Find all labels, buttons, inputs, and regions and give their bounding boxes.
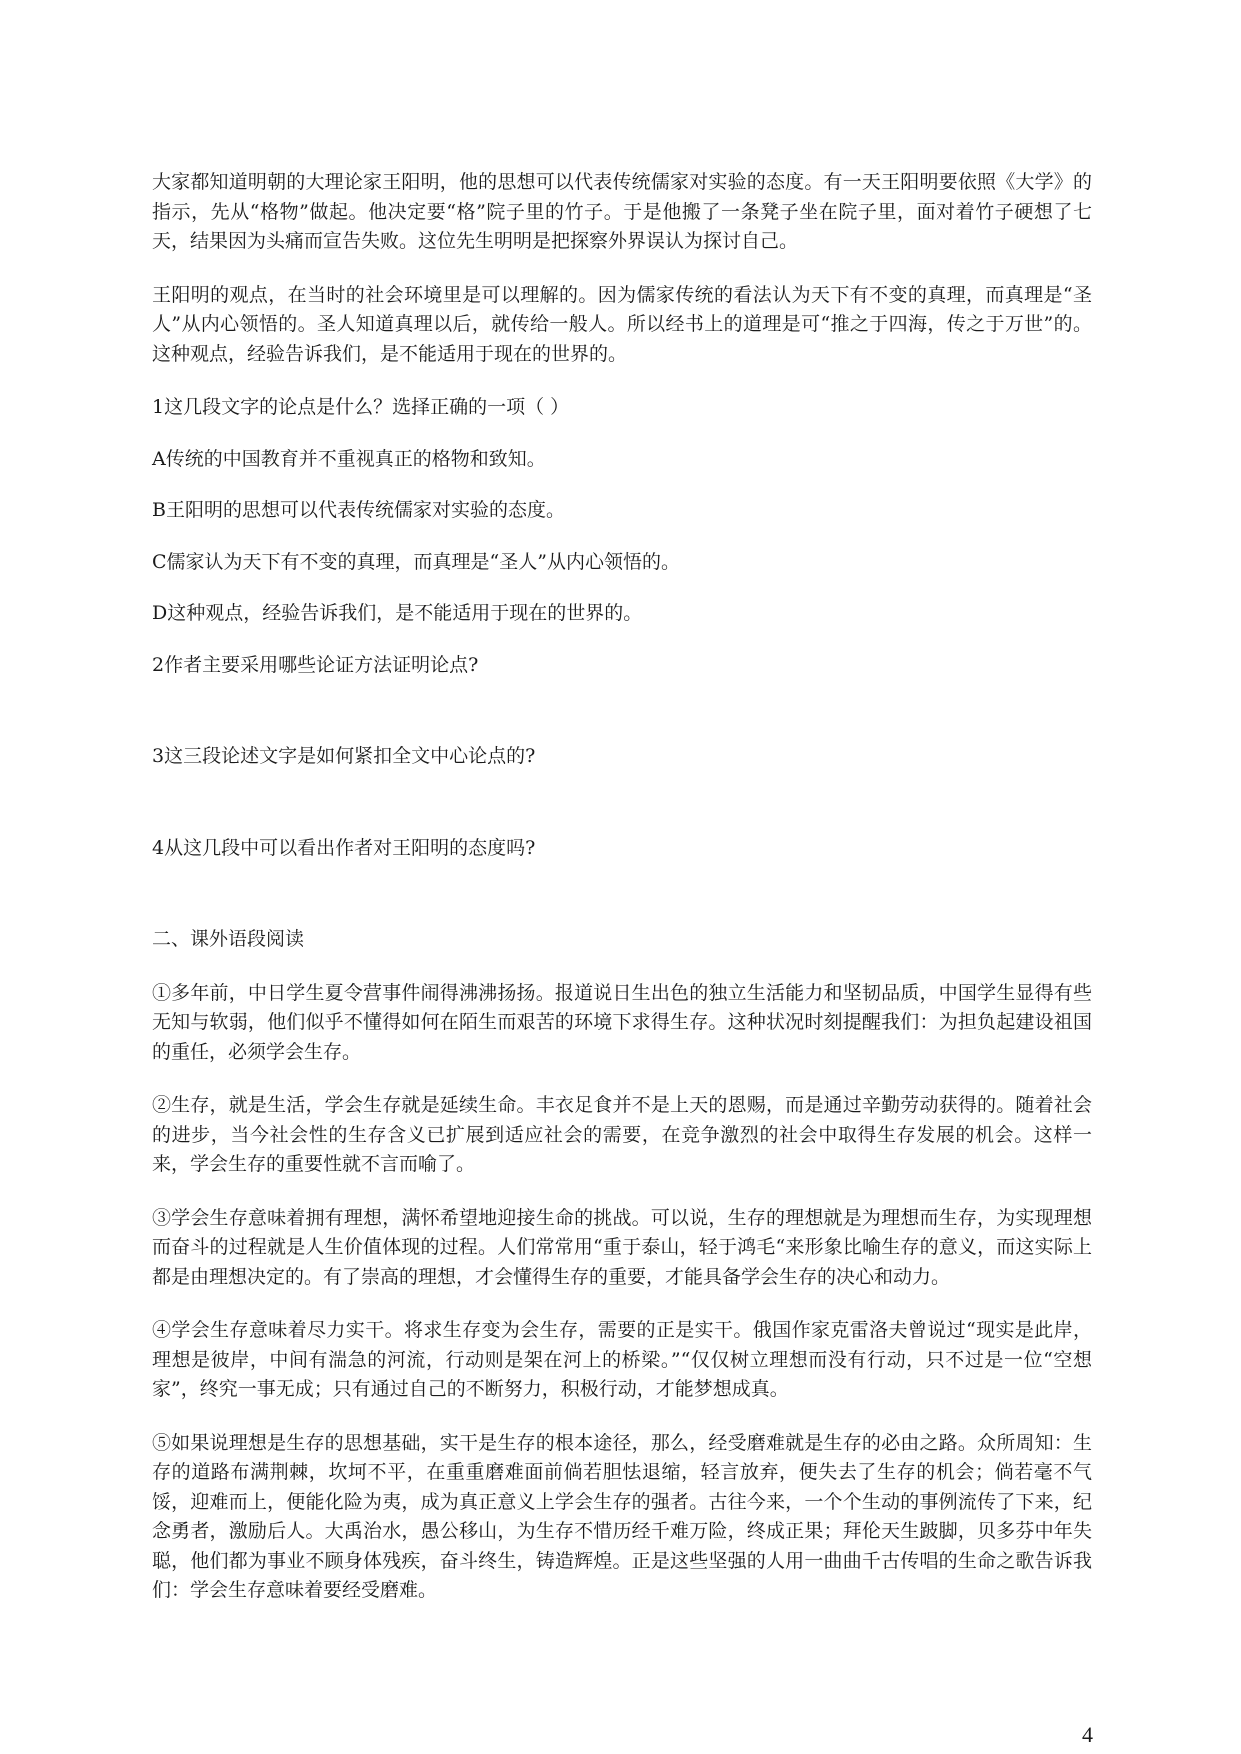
option-a: A传统的中国教育并不重视真正的格物和致知。 [152,447,546,470]
question-4: 4从这几段中可以看出作者对王阳明的态度吗? [152,836,536,859]
passage-paragraph-2: 王阳明的观点，在当时的社会环境里是可以理解的。因为儒家传统的看法认为天下有不变的真理，而真理是“圣人”从内心领悟的。圣人知道真理以后，就传给一般人。所以经书上的道理是可“推之于四海，传之于万世”的。这种观点，经验告诉我们，是不能适用于现在的世界的。 [152,283,1092,365]
essay-paragraph-4: ④学会生存意味着尽力实干。将求生存变为会生存，需要的正是实干。俄国作家克雷洛夫曾说过“现实是此岸，理想是彼岸，中间有湍急的河流，行动则是架在河上的桥梁。”“仅仅树立理想而没有行动，只不过是一位“空想家”，终究一事无成；只有通过自己的不断努力，积极行动，才能梦想成真。 [152,1319,1092,1400]
essay-paragraph-2: ②生存，就是生活，学会生存就是延续生命。丰衣足食并不是上天的恩赐，而是通过辛勤劳动获得的。随着社会的进步，当今社会性的生存含义已扩展到适应社会的需要，在竞争激烈的社会中取得生存发展的机会。这样一来，学会生存的重要性就不言而喻了。 [152,1094,1092,1175]
question-1: 1这几段文字的论点是什么？选择正确的一项（ ） [152,396,570,418]
option-d: D这种观点，经验告诉我们，是不能适用于现在的世界的。 [152,602,643,624]
page-number: 4 [1082,1722,1093,1747]
essay-paragraph-1: ①多年前，中日学生夏令营事件闹得沸沸扬扬。报道说日生出色的独立生活能力和坚韧品质，中国学生显得有些无知与软弱，他们似乎不懂得如何在陌生而艰苦的环境下求得生存。这种状况时刻提醒我们：为担负起建设祖国的重任，必须学会生存。 [152,981,1092,1063]
question-2: 2作者主要采用哪些论证方法证明论点? [152,653,479,676]
section-heading: 二、课外语段阅读 [152,928,305,950]
essay-paragraph-5: ⑤如果说理想是生存的思想基础，实干是生存的根本途径，那么，经受磨难就是生存的必由之路。众所周知：生存的道路布满荆棘，坎坷不平，在重重磨难面前倘若胆怯退缩，轻言放弃，便失去了生存的机会；倘若毫不气馁，迎难而上，便能化险为夷，成为真正意义上学会生存的强者。古往今来，一个个生动的事例流传了下来，纪念勇者，激励后人。大禹治水，愚公移山，为生存不惜历经千难万险，终成正果；拜伦天生跛脚，贝多芬中年失聪，他们都为事业不顾身体残疾，奋斗终生，铸造辉煌。正是这些坚强的人用一曲曲千古传唱的生命之歌告诉我们：学会生存意味着要经受磨难。 [152,1431,1092,1601]
option-c: C儒家认为天下有不变的真理，而真理是“圣人”从内心领悟的。 [152,550,680,573]
passage-paragraph-1: 大家都知道明朝的大理论家王阳明，他的思想可以代表传统儒家对实验的态度。有一天王阳明要依照《大学》的指示，先从“格物”做起。他决定要“格”院子里的竹子。于是他搬了一条凳子坐在院子里，面对着竹子硬想了七天，结果因为头痛而宣告失败。这位先生明明是把探察外界误认为探讨自己。 [152,171,1092,252]
essay-paragraph-3: ③学会生存意味着拥有理想，满怀希望地迎接生命的挑战。可以说，生存的理想就是为理想而生存，为实现理想而奋斗的过程就是人生价值体现的过程。人们常常用“重于泰山，轻于鸿毛“来形象比喻生存的意义，而这实际上都是由理想决定的。有了崇高的理想，才会懂得生存的重要，才能具备学会生存的决心和动力。 [152,1206,1092,1288]
option-b: B王阳明的思想可以代表传统儒家对实验的态度。 [152,499,565,521]
question-3: 3这三段论述文字是如何紧扣全文中心论点的? [152,745,536,767]
document-body [152,168,1092,1606]
